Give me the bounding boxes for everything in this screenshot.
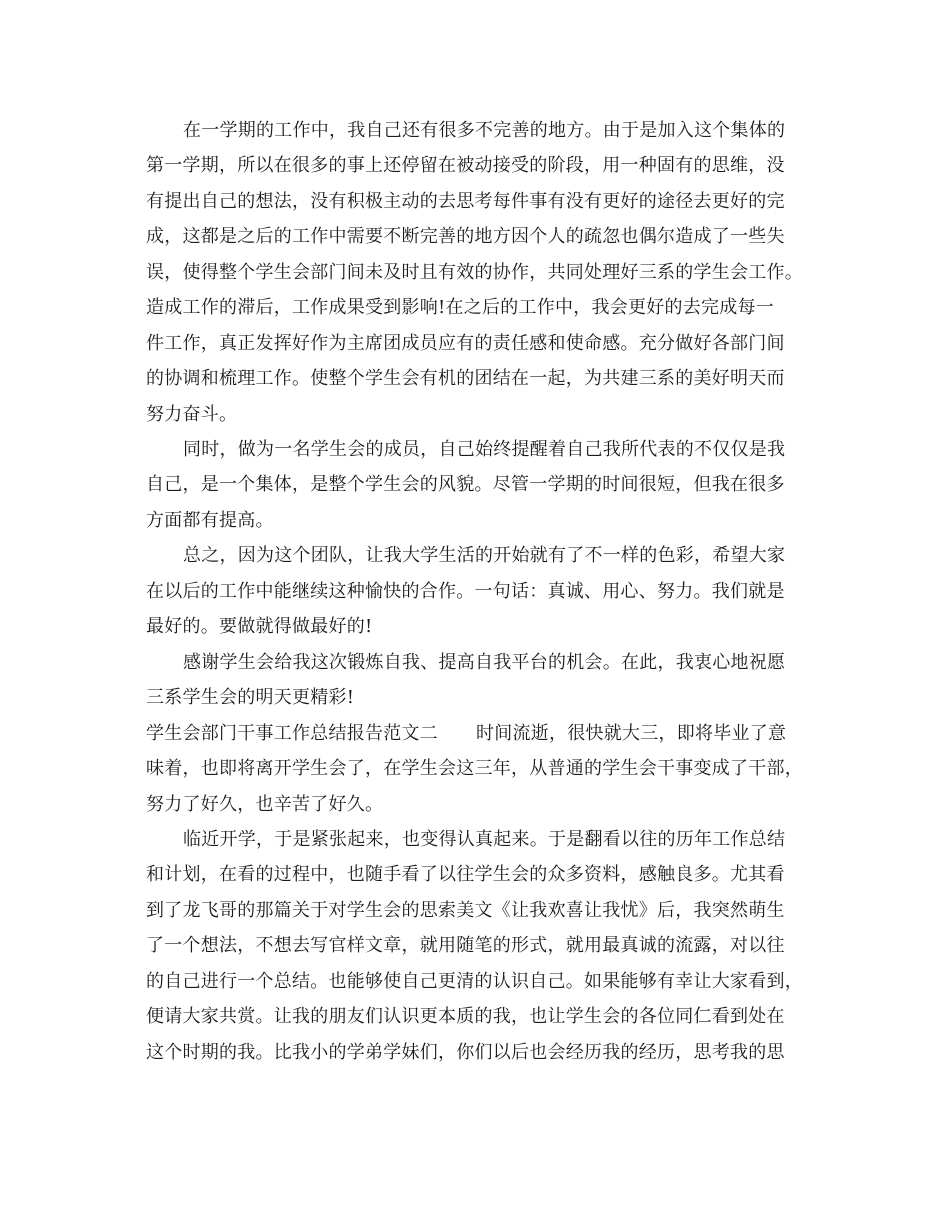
paragraph-line: 方面都有提高。 bbox=[146, 510, 274, 531]
paragraph-line: 味着，也即将离开学生会了，在学生会这三年，从普通的学生会干事变成了干部， bbox=[146, 758, 803, 779]
paragraph-line: 造成工作的滞后，工作成果受到影响!在之后的工作中，我会更好的去完成每一 bbox=[146, 297, 774, 318]
section-heading-line bbox=[146, 717, 816, 751]
paragraph-line: 的协调和梳理工作。使整个学生会有机的团结在一起，为共建三系的美好明天而 bbox=[146, 368, 785, 389]
paragraph-line: 总之，因为这个团队，让我大学生活的开始就有了不一样的色彩，希望大家 bbox=[183, 545, 786, 566]
paragraph-line: 便请大家共赏。让我的朋友们认识更本质的我，也让学生会的各位同仁看到处在 bbox=[146, 1006, 785, 1027]
paragraph-line: 和计划，在看的过程中，也随手看了以往学生会的众多资料，感触良多。尤其看 bbox=[146, 864, 785, 885]
paragraph-line: 同时，做为一名学生会的成员，自己始终提醒着自己我所代表的不仅仅是我 bbox=[183, 439, 786, 460]
paragraph-line: 努力奋斗。 bbox=[146, 404, 238, 425]
paragraph-line: 最好的。要做就得做最好的! bbox=[146, 616, 373, 637]
paragraph-line: 这个时期的我。比我小的学弟学妹们，你们以后也会经历我的经历，思考我的思 bbox=[146, 1042, 785, 1063]
paragraph-line: 成，这都是之后的工作中需要不断完善的地方因个人的疏忽也偶尔造成了一些失 bbox=[146, 226, 785, 247]
paragraph-line: 感谢学生会给我这次锻炼自我、提高自我平台的机会。在此，我衷心地祝愿 bbox=[183, 652, 786, 673]
paragraph-line: 临近开学，于是紧张起来，也变得认真起来。于是翻看以往的历年工作总结 bbox=[183, 829, 786, 850]
paragraph-line: 误，使得整个学生会部门间未及时且有效的协作，共同处理好三系的学生会工作。 bbox=[146, 262, 803, 283]
paragraph-line: 到了龙飞哥的那篇关于对学生会的思索美文《让我欢喜让我忧》后，我突然萌生 bbox=[146, 900, 785, 921]
paragraph-line: 件工作，真正发挥好作为主席团成员应有的责任感和使命感。充分做好各部门间 bbox=[146, 333, 785, 354]
paragraph-line: 努力了好久，也辛苦了好久。 bbox=[146, 794, 384, 815]
paragraph-line: 第一学期，所以在很多的事上还停留在被动接受的阶段，用一种固有的思维，没 bbox=[146, 155, 785, 176]
paragraph-line: 了一个想法，不想去写官样文章，就用随笔的形式，就用最真诚的流露，对以往 bbox=[146, 935, 785, 956]
paragraph-line: 有提出自己的想法，没有积极主动的去思考每件事有没有更好的途径去更好的完 bbox=[146, 191, 785, 212]
paragraph-line: 在以后的工作中能继续这种愉快的合作。一句话：真诚、用心、努力。我们就是 bbox=[146, 581, 785, 602]
paragraph-run: 时间流逝，很快就大三，即将毕业了意 bbox=[476, 723, 787, 744]
paragraph-line: 自己，是一个集体，是整个学生会的风貌。尽管一学期的时间很短，但我在很多 bbox=[146, 474, 785, 495]
section-heading: 学生会部门干事工作总结报告范文二 bbox=[146, 723, 438, 744]
paragraph-line: 在一学期的工作中，我自己还有很多不完善的地方。由于是加入这个集体的 bbox=[183, 120, 786, 141]
paragraph-line: 的自己进行一个总结。也能够使自己更清的认识自己。如果能够有幸让大家看到， bbox=[146, 971, 803, 992]
paragraph-line: 三系学生会的明天更精彩! bbox=[146, 687, 355, 708]
